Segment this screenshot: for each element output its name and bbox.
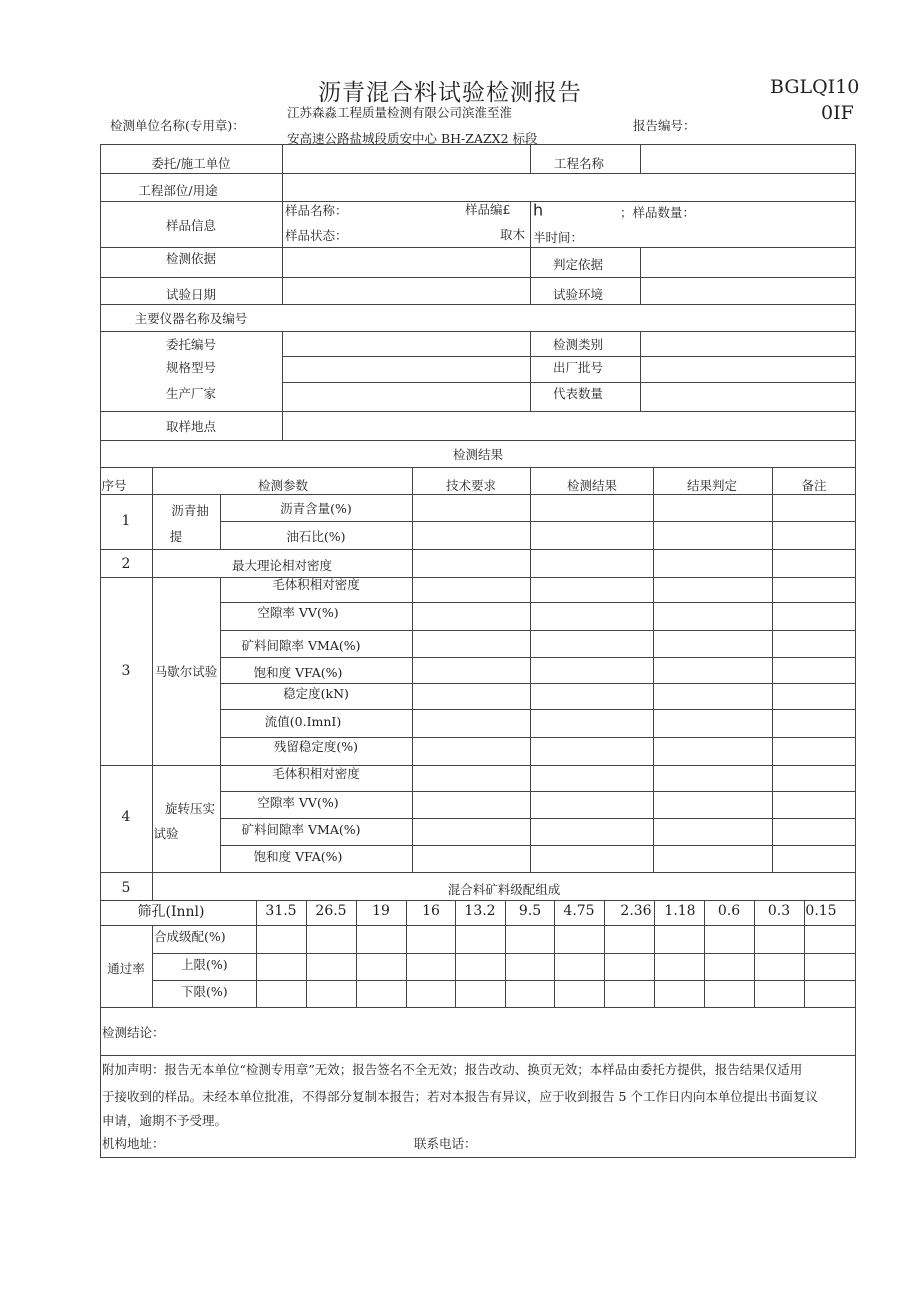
param-m-vv: 空隙率 VV(%) [257, 605, 339, 620]
form-code-line2: 0IF [821, 102, 854, 124]
group-1-no: 1 [121, 513, 131, 529]
label-test-env: 试验环境 [552, 287, 604, 302]
label-sample-qty: ；样品数量： [620, 205, 696, 220]
sieve-label: 筛孔(Innl) [137, 904, 205, 920]
label-sample-take: 取木 [500, 227, 526, 242]
label-test-category: 检测类别 [552, 337, 604, 352]
row-upper-limit: 上限(%) [181, 957, 228, 972]
param-oil-stone-ratio: 油石比(%) [286, 529, 346, 544]
label-judge-basis: 判定依据 [552, 257, 604, 272]
unit-name-line2: 安高速公路盐城段质安中心 BH-ZAZX2 标段 [287, 131, 538, 146]
label-sample-state: 样品状态： [285, 228, 348, 243]
col-result: 检测结果 [566, 478, 618, 493]
param-m-residual-stability: 残留稳定度(%) [273, 739, 359, 754]
results-heading: 检测结果 [452, 447, 504, 462]
label-location-use: 工程部位/用途 [138, 183, 218, 198]
param-max-density: 最大理论相对密度 [231, 558, 333, 573]
param-m-stability: 稳定度(kN) [283, 686, 349, 701]
group-2-no: 2 [121, 556, 131, 572]
unit-name-line1: 江苏森淼工程质量检测有限公司滨淮至淮 [287, 105, 513, 120]
statement-line-3: 申请，逾期不予受理。 [102, 1113, 228, 1128]
param-m-flow: 流值(0.ImnI) [264, 714, 342, 729]
row-synthetic-grading: 合成级配(%) [154, 929, 226, 944]
label-h-char: h [533, 200, 544, 220]
statement-line-2: 于接收到的样品。未经本单位批准，不得部分复制本报告；若对本报告有异议，应于收到报告 5 个工作日内向本单位提出书面复议 [102, 1089, 818, 1104]
param-asphalt-content: 沥青含量(%) [280, 501, 352, 516]
sieve-size: 4.75 [563, 903, 595, 919]
conclusion-label: 检测结论： [102, 1025, 165, 1040]
sieve-size: 0.15 [805, 903, 837, 919]
sieve-size: 16 [422, 903, 440, 919]
col-judge: 结果判定 [686, 478, 738, 493]
label-batch-no: 出厂批号 [552, 360, 604, 375]
param-m-vma: 矿料间隙率 VMA(%) [241, 638, 361, 653]
sieve-size: 0.3 [767, 903, 791, 919]
label-sample-time: 半时间： [533, 230, 584, 245]
label-instruments: 主要仪器名称及编号 [134, 311, 248, 326]
label-manufacturer: 生产厂家 [165, 386, 217, 401]
group-1-name-b: 提 [169, 529, 183, 544]
label-entrust-no: 委托编号 [165, 337, 217, 352]
address-label: 机构地址： [102, 1136, 165, 1151]
phone-label: 联系电话： [414, 1136, 477, 1151]
row-lower-limit: 下限(%) [181, 984, 228, 999]
sieve-size: 0.6 [717, 903, 741, 919]
group-5-no: 5 [121, 880, 131, 896]
group-4-no: 4 [121, 809, 131, 825]
report-no-label: 报告编号： [633, 118, 696, 133]
label-spec-model: 规格型号 [165, 360, 217, 375]
label-client: 委托/施工单位 [151, 156, 231, 171]
param-g-bulk-density: 毛体积相对密度 [272, 766, 360, 781]
group-4-name-b: 试验 [153, 826, 179, 841]
sieve-size: 19 [372, 903, 390, 919]
label-rep-qty: 代表数量 [552, 386, 604, 401]
pass-rate-label: 通过率 [107, 961, 145, 976]
col-remark: 备注 [801, 478, 827, 493]
statement-line-1: 附加声明：报告无本单位“检测专用章”无效；报告签名不全无效；报告改动、换页无效；本样品由委托方提供，报告结果仅适用 [102, 1062, 803, 1077]
sieve-size: 26.5 [315, 903, 347, 919]
param-m-bulk-density: 毛体积相对密度 [272, 577, 360, 592]
label-test-basis: 检测依据 [165, 251, 217, 266]
param-m-vfa: 饱和度 VFA(%) [253, 665, 343, 680]
page-title: 沥青混合料试验检测报告 [318, 80, 582, 106]
param-g-vma: 矿料间隙率 VMA(%) [241, 822, 361, 837]
group-5-title: 混合料矿料级配组成 [447, 882, 561, 897]
form-code-line1: BGLQI10 [770, 76, 860, 98]
label-test-date: 试验日期 [165, 287, 217, 302]
group-1-name-a: 沥青抽 [171, 503, 209, 518]
label-sample-name: 样品名称： [285, 203, 348, 218]
label-sample-no: 样品编£ [465, 202, 511, 217]
group-3-no: 3 [121, 663, 131, 679]
unit-label: 检测单位名称(专用章)： [110, 118, 245, 133]
sieve-size: 1.18 [664, 903, 696, 919]
col-param: 检测参数 [257, 478, 309, 493]
sieve-size: 31.5 [265, 903, 297, 919]
label-sampling-site: 取样地点 [165, 419, 217, 434]
param-g-vfa: 饱和度 VFA(%) [253, 849, 343, 864]
label-project-name: 工程名称 [553, 156, 605, 171]
col-no: 序号 [101, 478, 127, 493]
param-g-vv: 空隙率 VV(%) [257, 795, 339, 810]
group-3-name: 马歇尔试验 [154, 664, 218, 679]
col-req: 技术要求 [445, 478, 497, 493]
sieve-size: 2.36 [620, 903, 652, 919]
group-4-name-a: 旋转压实 [164, 801, 216, 816]
sieve-size: 13.2 [464, 903, 496, 919]
label-sample-info: 样品信息 [165, 218, 217, 233]
sieve-size: 9.5 [518, 903, 542, 919]
